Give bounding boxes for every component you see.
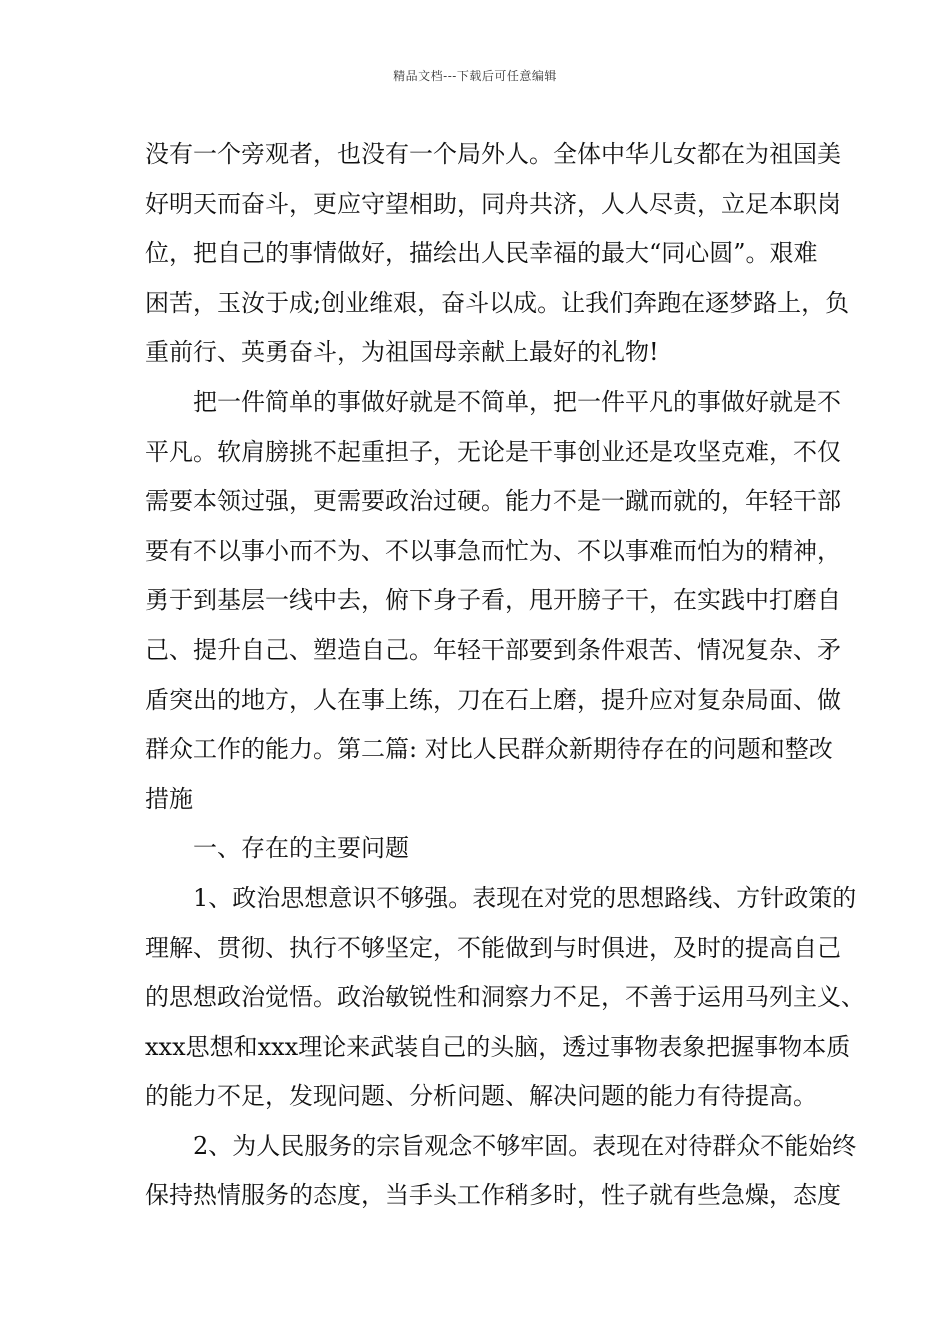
text-line: 的能力不足，发现问题、分析问题、解决问题的能力有待提高。 bbox=[145, 1082, 817, 1111]
text-line: 勇于到基层一线中去，俯下身子看，甩开膀子干，在实践中打磨自 bbox=[145, 586, 841, 615]
text-line: 的思想政治觉悟。政治敏锐性和洞察力不足，不善于运用马列主义、 bbox=[145, 983, 865, 1012]
text-line: 没有一个旁观者，也没有一个局外人。全体中华儿女都在为祖国美 bbox=[145, 140, 841, 168]
text-line: 重前行、英勇奋斗，为祖国母亲献上最好的礼物! bbox=[145, 338, 659, 367]
text-line: 要有不以事小而不为、不以事急而忙为、不以事难而怕为的精神， bbox=[145, 536, 841, 565]
text-line: 理解、贯彻、执行不够坚定，不能做到与时俱进，及时的提高自己 bbox=[145, 933, 841, 962]
text-line: 好明天而奋斗，更应守望相助，同舟共济，人人尽责，立足本职岗 bbox=[145, 189, 841, 218]
text-line: 位，把自己的事情做好，描绘出人民幸福的最大“同心圆”。艰难 bbox=[145, 239, 818, 268]
text-line: 困苦，玉汝于成;创业维艰，奋斗以成。让我们奔跑在逐梦路上，负 bbox=[145, 288, 850, 317]
paragraph-start-line: 把一件简单的事做好就是不简单，把一件平凡的事做好就是不 bbox=[193, 387, 841, 416]
paragraph-start-line: 2、为人民服务的宗旨观念不够牢固。表现在对待群众不能始终 bbox=[193, 1131, 857, 1160]
text-line: 己、提升自己、塑造自己。年轻干部要到条件艰苦、情况复杂、矛 bbox=[145, 635, 841, 664]
text-line: 需要本领过强，更需要政治过硬。能力不是一蹴而就的，年轻干部 bbox=[145, 487, 841, 516]
paragraph-start-line: 1、政治思想意识不够强。表现在对党的思想路线、方针政策的 bbox=[193, 883, 857, 912]
text-line: xxx思想和xxx理论来武装自己的头脑，透过事物表象把握事物本质 bbox=[145, 1032, 851, 1061]
text-line: 保持热情服务的态度，当手头工作稍多时，性子就有些急燥，态度 bbox=[145, 1181, 841, 1210]
text-line: 平凡。软肩膀挑不起重担子，无论是干事创业还是攻坚克难，不仅 bbox=[145, 437, 841, 466]
body-text bbox=[145, 130, 865, 1221]
text-line: 盾突出的地方，人在事上练，刀在石上磨，提升应对复杂局面、做 bbox=[145, 685, 841, 714]
text-line: 措施 bbox=[145, 784, 193, 813]
section-heading: 一、存在的主要问题 bbox=[193, 834, 409, 863]
header-watermark: 精品文档---下载后可任意编辑 bbox=[393, 69, 557, 83]
text-line: 群众工作的能力。第二篇: 对比人民群众新期待存在的问题和整改 bbox=[145, 735, 833, 764]
